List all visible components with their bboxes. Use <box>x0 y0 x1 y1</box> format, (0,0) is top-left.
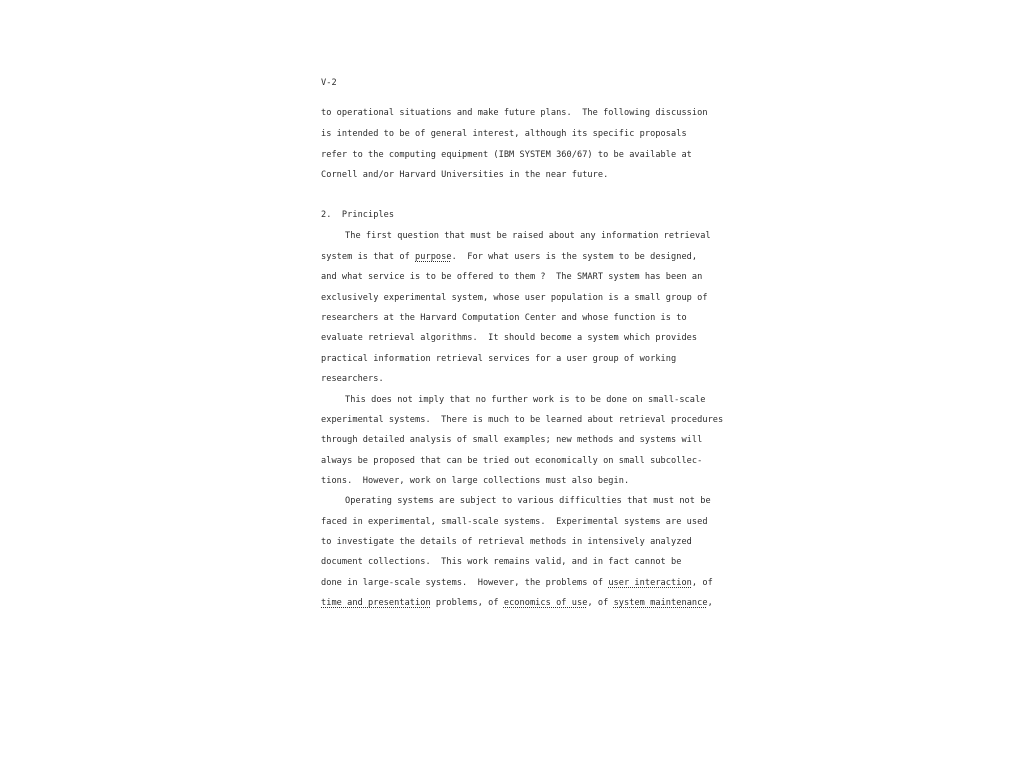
text-line <box>321 598 713 608</box>
text-line: Operating systems are subject to various difficulties that must not be <box>345 496 711 506</box>
text-line: always be proposed that can be tried out economically on small subcollec- <box>321 456 703 466</box>
text-line <box>321 578 713 588</box>
page-number: V-2 <box>321 78 337 88</box>
text-run: , of <box>691 578 713 588</box>
text-line: evaluate retrieval algorithms. It should become a system which provides <box>321 333 698 343</box>
text-line <box>321 252 697 262</box>
text-line: This does not imply that no further work is to be done on small-scale <box>345 395 706 405</box>
text-line: exclusively experimental system, whose user population is a small group of <box>321 293 708 303</box>
text-line: to investigate the details of retrieval methods in intensively analyzed <box>321 537 692 547</box>
underlined-term: purpose <box>415 252 452 262</box>
text-line: researchers at the Harvard Computation Center and whose function is to <box>321 313 687 323</box>
text-line: is intended to be of general interest, although its specific proposals <box>321 129 687 139</box>
text-line: experimental systems. There is much to be learned about retrieval procedures <box>321 415 724 425</box>
text-line: practical information retrieval services for a user group of working <box>321 354 677 364</box>
text-line: through detailed analysis of small examples; new methods and systems will <box>321 435 703 445</box>
text-run: . For what users is the system to be designed, <box>451 252 698 262</box>
text-run: , of <box>587 598 614 608</box>
text-run: problems, of <box>430 598 504 608</box>
text-line: refer to the computing equipment (IBM SYSTEM 360/67) to be available at <box>321 150 692 160</box>
text-line: document collections. This work remains valid, and in fact cannot be <box>321 557 682 567</box>
underlined-term: user interaction <box>608 578 692 588</box>
text-line: and what service is to be offered to them ? The SMART system has been an <box>321 272 703 282</box>
text-run: done in large-scale systems. However, the problems of <box>321 578 609 588</box>
text-line: researchers. <box>321 374 384 384</box>
text-line: Cornell and/or Harvard Universities in the near future. <box>321 170 609 180</box>
text-line: The first question that must be raised about any information retrieval <box>345 231 711 241</box>
text-line: tions. However, work on large collections must also begin. <box>321 476 630 486</box>
text-line: faced in experimental, small-scale systems. Experimental systems are used <box>321 517 708 527</box>
underlined-term: system maintenance <box>613 598 708 608</box>
underlined-term: time and presentation <box>321 598 431 608</box>
section-heading: 2. Principles <box>321 210 395 220</box>
text-run: system is that of <box>321 252 416 262</box>
text-line: to operational situations and make future plans. The following discussion <box>321 108 708 118</box>
underlined-term: economics of use <box>503 598 588 608</box>
text-run: , <box>707 598 713 608</box>
